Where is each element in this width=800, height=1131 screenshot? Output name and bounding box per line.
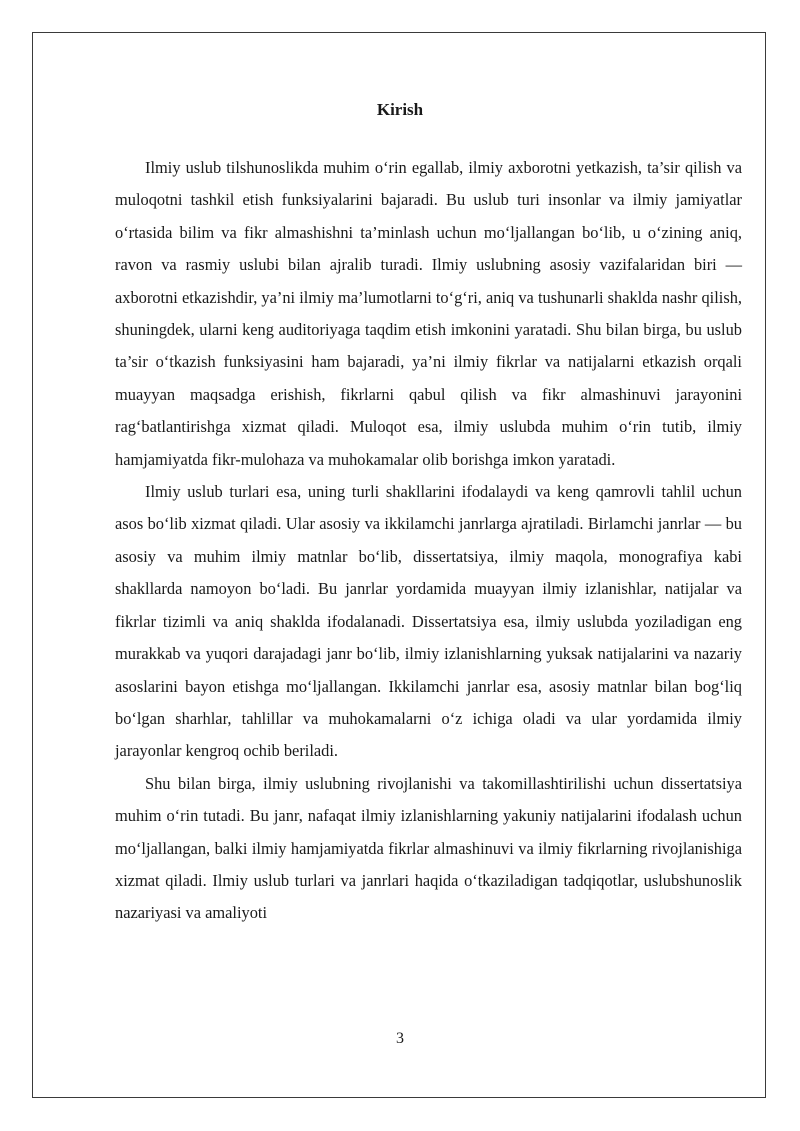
paragraph-3: Shu bilan birga, ilmiy uslubning rivojlanishi va takomillashtirilishi uchun dissertatsiya muhim o‘rin tutadi. Bu janr, nafaqat ilmiy izlanishlarning yakuniy natijalarini ifodalash uchun mo‘ljallangan, balki ilmiy hamjamiyatda fikrlar almashinuvi va ilmiy fikrlarning rivojlanishiga xizmat qiladi. Ilmiy uslub turlari va janrlari haqida o‘tkaziladigan tadqiqotlar, uslubshunoslik nazariyasi va amaliyoti [115,773,742,923]
page-title: Kirish [376,100,424,119]
document-body [115,152,742,930]
paragraph-2: Ilmiy uslub turlari esa, uning turli shakllarini ifodalaydi va keng qamrovli tahlil uchun asos bo‘lib xizmat qiladi. Ular asosiy va ikkilamchi janrlarga ajratiladi. Birlamchi janrlar — bu asosiy va muhim ilmiy matnlar bo‘lib, dissertatsiya, ilmiy maqola, monografiya kabi shakllarda namoyon bo‘ladi. Bu janrlar yordamida muayyan ilmiy izlanishlar, natijalar va fikrlar tizimli va aniq shaklda ifodalanadi. Dissertatsiya esa, ilmiy uslubda yoziladigan eng murakkab va yuqori darajadagi janr bo‘lib, ilmiy izlanishlarning yuksak natijalarini va nazariy asoslarini bayon etishga mo‘ljallangan. Ikkilamchi janrlar esa, asosiy matnlar bilan bog‘liq bo‘lgan sharhlar, tahlillar va muhokamalarni o‘z ichiga oladi va ular yordamida ilmiy jarayonlar kengroq ochib beriladi. [115,482,742,761]
paragraph-1: Ilmiy uslub tilshunoslikda muhim o‘rin egallab, ilmiy axborotni yetkazish, ta’sir qilish va muloqotni tashkil etish funksiyalarini bajaradi. Bu uslub turi insonlar va ilmiy jamiyatlar o‘rtasida bilim va fikr almashishni ta’minlash uchun mo‘ljallangan bo‘lib, u o‘zining aniq, ravon va rasmiy uslubi bilan ajralib turadi. Ilmiy uslubning asosiy vazifalaridan biri — axborotni etkazishdir, ya’ni ilmiy ma’lumotlarni to‘g‘ri, aniq va tushunarli shaklda nashr qilish, shuningdek, ularni keng auditoriyaga taqdim etish imkonini yaratadi. Shu bilan birga, bu uslub ta’sir o‘tkazish funksiyasini ham bajaradi, ya’ni ilmiy fikrlar va natijalarni etkazish orqali muayyan maqsadga erishish, fikrlarni qabul qilish va fikr almashinuvi jarayonini rag‘batlantirishga xizmat qiladi. Muloqot esa, ilmiy uslubda muhim o‘rin tutib, ilmiy hamjamiyatda fikr-mulohaza va muhokamalar olib borishga imkon yaratadi. [115,158,742,469]
page-number: 3 [396,1030,404,1047]
